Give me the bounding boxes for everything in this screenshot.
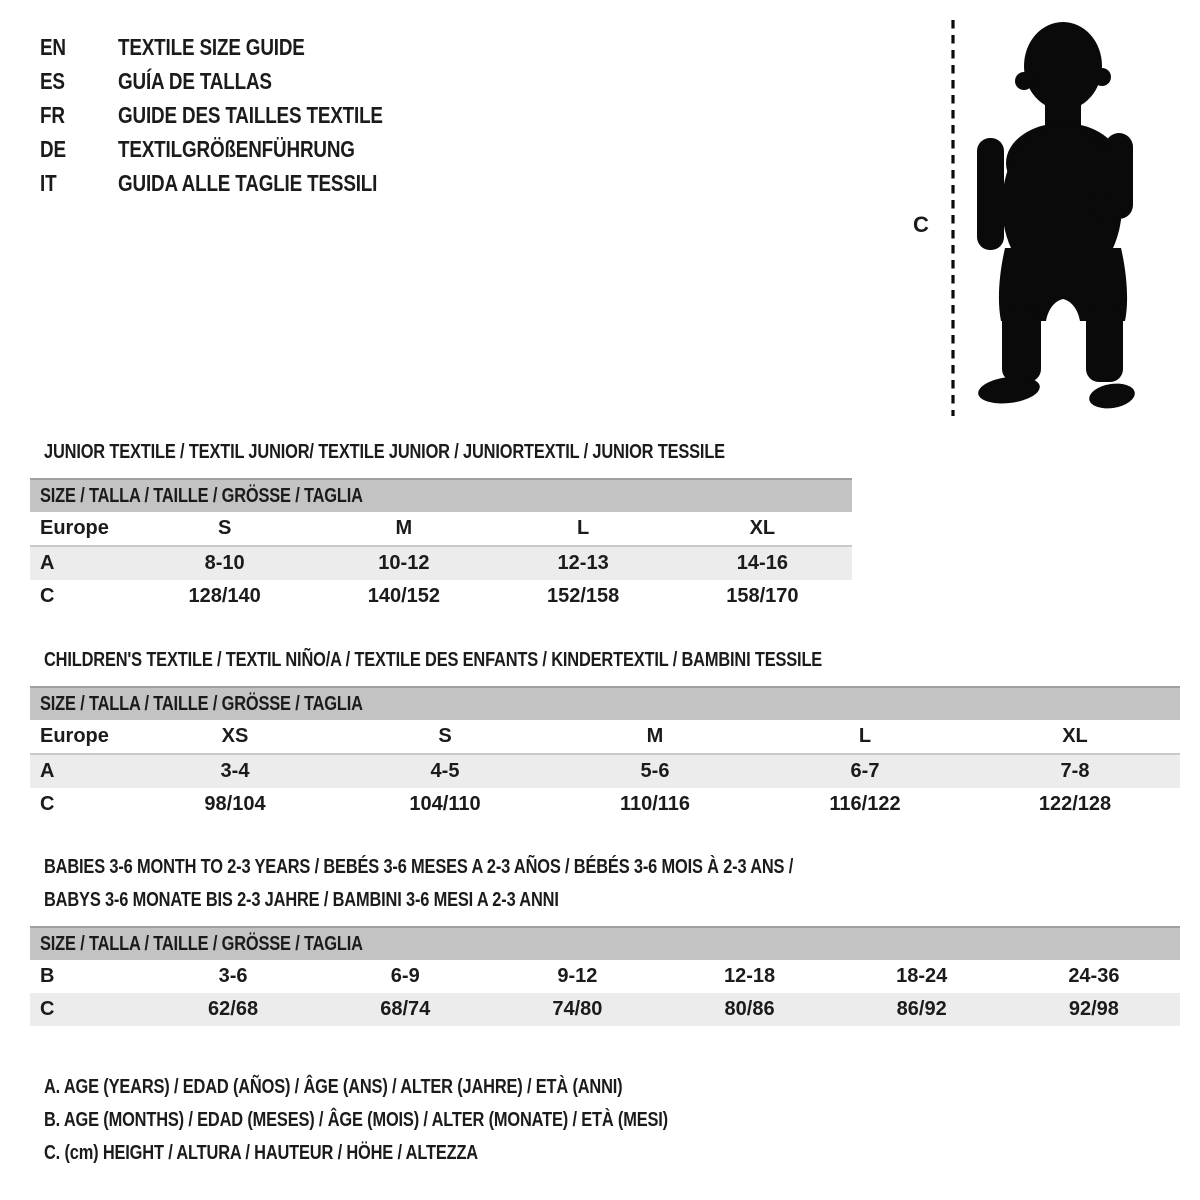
table-header-cell: [30, 927, 1180, 960]
language-title: TEXTILGRÖßENFÜHRUNG: [118, 135, 355, 162]
size-cell: 98/104: [204, 793, 266, 815]
size-cell: 158/170: [726, 585, 799, 607]
size-cell: S: [340, 720, 550, 754]
language-code: FR: [40, 101, 65, 128]
table-row: [30, 546, 852, 580]
section-title-text: JUNIOR TEXTILE / TEXTIL JUNIOR/ TEXTILE JUNIOR / JUNIORTEXTIL / JUNIOR TESSILE: [44, 441, 725, 463]
language-title: TEXTILE SIZE GUIDE: [118, 33, 305, 60]
size-cell: 152/158: [546, 585, 620, 607]
language-code: ES: [40, 67, 65, 94]
section-title-text: BABYS 3-6 MONATE BIS 2-3 JAHRE / BAMBINI 3-6 MESI A 2-3 ANNI: [44, 889, 559, 911]
size-cell: 3-4: [130, 754, 340, 788]
language-list: [40, 30, 441, 200]
size-cell: XS: [130, 720, 340, 754]
size-cell: 68/74: [319, 993, 491, 1026]
size-cell: 18-24: [896, 965, 948, 987]
section-title: [44, 644, 1180, 677]
table-row: [30, 788, 1180, 821]
size-cell: 122/128: [1038, 793, 1112, 815]
table-header-row: [30, 687, 1180, 720]
size-cell: 110/116: [619, 793, 691, 815]
row-label: C: [40, 793, 55, 815]
size-cell: L: [760, 720, 970, 754]
table-header-text: SIZE / TALLA / TAILLE / GRÖSSE / TAGLIA: [40, 692, 363, 715]
language-title: GUIDE DES TAILLES TEXTILE: [118, 101, 383, 128]
silhouette-foot-right: [1087, 381, 1136, 412]
table-header-row: [30, 927, 1180, 960]
size-cell: 104/110: [409, 793, 481, 815]
legend-text: C. (cm) HEIGHT / ALTURA / HAUTEUR / HÖHE / ALTEZZA: [44, 1142, 478, 1164]
size-table: [30, 926, 1180, 1026]
row-label: Europe: [30, 720, 130, 754]
size-figure: [903, 14, 1148, 426]
size-cell: XL: [970, 720, 1180, 754]
row-label: B: [40, 965, 55, 987]
size-cell: 6-9: [390, 965, 420, 987]
legend-line: [44, 1071, 805, 1104]
size-cell: 12-13: [494, 546, 673, 580]
size-cell: 8-10: [135, 546, 314, 580]
language-code: EN: [40, 33, 66, 60]
size-cell: L: [494, 512, 673, 546]
size-table: [30, 686, 1180, 821]
language-title: GUÍA DE TALLAS: [118, 67, 272, 94]
size-cell: 10-12: [314, 546, 493, 580]
size-cell: 62/68: [147, 993, 319, 1026]
size-cell: 3-6: [218, 965, 248, 987]
table-row: [30, 993, 1180, 1026]
table-header-row: [30, 479, 852, 512]
row-label: C: [30, 993, 147, 1026]
silhouette-arm-left: [977, 138, 1004, 250]
size-cell: M: [550, 720, 760, 754]
table-header-cell: [30, 687, 1180, 720]
size-cell: 6-7: [760, 754, 970, 788]
silhouette-leg-right: [1086, 308, 1123, 382]
legend-line: [44, 1104, 805, 1137]
language-code: IT: [40, 169, 57, 196]
size-cell: M: [314, 512, 493, 546]
size-cell: 140/152: [367, 585, 441, 607]
language-row: [40, 166, 441, 200]
legend: [44, 1071, 805, 1170]
size-cell: 9-12: [557, 965, 598, 987]
size-cell: 4-5: [340, 754, 550, 788]
language-row: [40, 30, 441, 64]
legend-text: B. AGE (MONTHS) / EDAD (MESES) / ÂGE (MOIS) / ALTER (MONATE) / ETÀ (MESI): [44, 1109, 668, 1131]
size-cell: 80/86: [663, 993, 835, 1026]
row-label: A: [30, 754, 130, 788]
size-cell: 128/140: [188, 585, 261, 607]
section-title: [44, 884, 1180, 917]
toddler-silhouette-figure: [903, 14, 1148, 426]
size-cell: 5-6: [550, 754, 760, 788]
table-row: [30, 754, 1180, 788]
section-childrens-textile: [30, 644, 1180, 821]
row-label: C: [40, 585, 55, 607]
language-title: GUIDA ALLE TAGLIE TESSILI: [118, 169, 378, 196]
size-cell: 92/98: [1008, 993, 1180, 1026]
row-label: A: [30, 546, 135, 580]
section-title: [44, 851, 1180, 884]
section-title-text: CHILDREN'S TEXTILE / TEXTIL NIÑO/A / TEXTILE DES ENFANTS / KINDERTEXTIL / BAMBINI TESSILE: [44, 649, 823, 671]
table-row: [30, 512, 852, 546]
size-cell: 14-16: [673, 546, 852, 580]
size-cell: 24-36: [1068, 965, 1120, 987]
size-cell: XL: [673, 512, 852, 546]
section-title-text: BABIES 3-6 MONTH TO 2-3 YEARS / BEBÉS 3-6 MESES A 2-3 AÑOS / BÉBÉS 3-6 MOIS À 2-3 ANS /: [44, 856, 794, 878]
size-table: [30, 478, 852, 613]
size-cell: S: [135, 512, 314, 546]
language-row: [40, 132, 441, 166]
size-cell: 116/122: [829, 793, 901, 815]
table-row: [30, 580, 852, 613]
section-title: [44, 436, 852, 469]
legend-line: [44, 1137, 805, 1170]
size-cell: 86/92: [836, 993, 1008, 1026]
language-row: [40, 64, 441, 98]
table-header-cell: [30, 479, 852, 512]
silhouette-leg-left: [1002, 308, 1041, 382]
table-header-text: SIZE / TALLA / TAILLE / GRÖSSE / TAGLIA: [40, 932, 363, 955]
toddler-silhouette-icon: [977, 22, 1137, 411]
size-cell: 74/80: [491, 993, 663, 1026]
section-babies: [30, 851, 1180, 1026]
language-code: DE: [40, 135, 66, 162]
language-row: [40, 98, 441, 132]
silhouette-ear-left: [1015, 72, 1033, 90]
table-header-text: SIZE / TALLA / TAILLE / GRÖSSE / TAGLIA: [40, 484, 363, 507]
row-label: Europe: [30, 512, 135, 546]
table-row: [30, 960, 1180, 993]
legend-text: A. AGE (YEARS) / EDAD (AÑOS) / ÂGE (ANS) / ALTER (JAHRE) / ETÀ (ANNI): [44, 1076, 623, 1098]
silhouette-ear-right: [1093, 68, 1111, 86]
section-junior-textile: [30, 436, 852, 613]
size-cell: 7-8: [970, 754, 1180, 788]
size-cell: 12-18: [723, 965, 776, 987]
table-row: [30, 720, 1180, 754]
height-measure-label: C: [913, 212, 929, 237]
